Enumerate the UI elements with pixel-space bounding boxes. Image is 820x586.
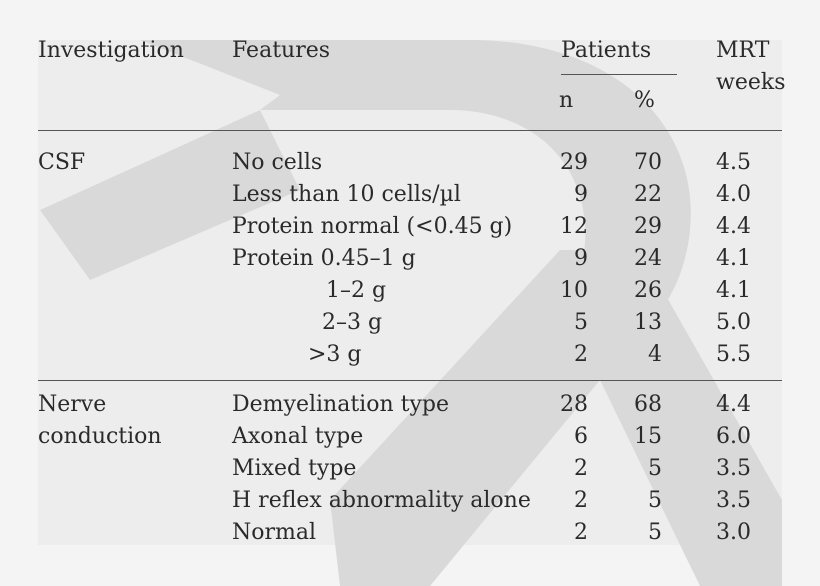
row-feature: Less than 10 cells/µl [232, 182, 461, 207]
header-rule [38, 130, 782, 131]
row-percent: 26 [634, 278, 662, 303]
row-mrt: 5.5 [716, 342, 751, 367]
row-n: 2 [574, 456, 588, 481]
row-mrt: 4.1 [716, 246, 751, 271]
row-percent: 22 [634, 182, 662, 207]
row-n: 9 [574, 246, 588, 271]
row-n: 28 [560, 392, 588, 417]
row-mrt: 4.4 [716, 214, 751, 239]
row-mrt: 4.0 [716, 182, 751, 207]
row-mrt: 6.0 [716, 424, 751, 449]
row-n: 12 [560, 214, 588, 239]
row-percent: 15 [634, 424, 662, 449]
row-feature: 1–2 g [326, 278, 387, 303]
row-n: 2 [574, 520, 588, 545]
header-patients: Patients [561, 38, 652, 63]
row-mrt: 4.5 [716, 150, 751, 175]
row-percent: 68 [634, 392, 662, 417]
row-percent: 5 [648, 520, 662, 545]
header-weeks: weeks [716, 70, 786, 95]
header-n: n [559, 88, 574, 113]
row-n: 9 [574, 182, 588, 207]
row-mrt: 4.4 [716, 392, 751, 417]
row-percent: 5 [648, 456, 662, 481]
row-percent: 70 [634, 150, 662, 175]
section-label-nerve: Nerve [38, 392, 107, 417]
header-percent: % [634, 88, 655, 113]
row-feature: Demyelination type [232, 392, 449, 417]
row-feature: Mixed type [232, 456, 357, 481]
row-mrt: 5.0 [716, 310, 751, 335]
row-feature: No cells [232, 150, 323, 175]
row-feature: 2–3 g [322, 310, 383, 335]
row-percent: 5 [648, 488, 662, 513]
row-feature: Protein 0.45–1 g [232, 246, 416, 271]
row-n: 6 [574, 424, 588, 449]
row-feature: Protein normal (<0.45 g) [232, 214, 513, 239]
section-label-csf: CSF [38, 150, 86, 175]
row-feature: H reflex abnormality alone [232, 488, 531, 513]
row-n: 29 [560, 150, 588, 175]
row-percent: 29 [634, 214, 662, 239]
row-percent: 24 [634, 246, 662, 271]
header-mrt: MRT [716, 38, 770, 63]
row-feature: >3 g [308, 342, 362, 367]
row-mrt: 4.1 [716, 278, 751, 303]
patients-underline [561, 74, 677, 75]
section-rule [38, 380, 782, 381]
row-feature: Axonal type [232, 424, 364, 449]
row-percent: 4 [648, 342, 662, 367]
header-investigation: Investigation [38, 38, 184, 63]
section-label-conduction: conduction [38, 424, 162, 449]
row-n: 5 [574, 310, 588, 335]
header-features: Features [232, 38, 331, 63]
row-percent: 13 [634, 310, 662, 335]
row-mrt: 3.0 [716, 520, 751, 545]
row-n: 2 [574, 488, 588, 513]
row-feature: Normal [232, 520, 317, 545]
row-n: 2 [574, 342, 588, 367]
row-mrt: 3.5 [716, 456, 751, 481]
row-mrt: 3.5 [716, 488, 751, 513]
row-n: 10 [560, 278, 588, 303]
